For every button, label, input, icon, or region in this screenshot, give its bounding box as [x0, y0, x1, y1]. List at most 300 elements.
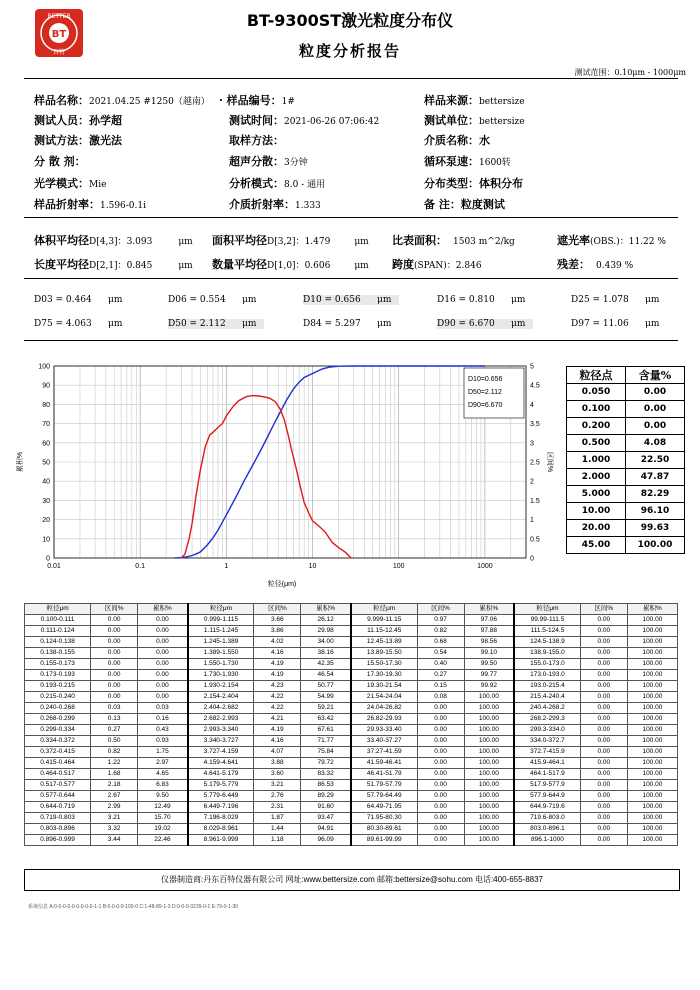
table-cell: 0.00 [417, 791, 464, 802]
table-cell: 0.00 [417, 769, 464, 780]
table-cell: 4.641-5.179 [188, 769, 254, 780]
table-cell: 3.340-3.727 [188, 736, 254, 747]
table-cell: 100.00 [464, 791, 514, 802]
table-cell: 1.44 [254, 824, 301, 835]
y-tick-label-right: 3.5 [530, 421, 540, 429]
table-cell: 0.00 [417, 824, 464, 835]
y-tick-label-left: 80 [42, 401, 50, 409]
table-cell: 71.77 [301, 736, 351, 747]
table-cell: 0.00 [91, 670, 138, 681]
table-cell: 0.00 [417, 835, 464, 846]
column-header: 粒径μm [351, 604, 417, 615]
table-cell: 99.99-111.5 [514, 615, 580, 626]
divider [24, 78, 678, 79]
table-cell: 2.993-3.340 [188, 725, 254, 736]
table-row [25, 670, 678, 681]
table-cell: 0.00 [580, 813, 627, 824]
table-cell: 1.550-1.730 [188, 659, 254, 670]
y-tick-label-left: 30 [42, 497, 50, 505]
table-cell: 2.18 [91, 780, 138, 791]
table-cell: 0.00 [417, 758, 464, 769]
table-cell: 0.00 [580, 769, 627, 780]
table-cell: 1.245-1.389 [188, 637, 254, 648]
table-cell: 46.54 [301, 670, 351, 681]
table-row [25, 824, 678, 835]
table-cell: 4.22 [254, 692, 301, 703]
table-cell: 0.40 [417, 659, 464, 670]
table-row [25, 692, 678, 703]
table-cell: 42.35 [301, 659, 351, 670]
table-row [25, 791, 678, 802]
table-cell: 4.23 [254, 681, 301, 692]
table-cell: 100.00 [627, 648, 677, 659]
y-tick-label-left: 100 [38, 363, 50, 371]
table-cell: 93.47 [301, 813, 351, 824]
table-cell: 26.12 [301, 615, 351, 626]
span: 跨度(SPAN)：2.846 [392, 258, 482, 271]
table-cell: 50.77 [301, 681, 351, 692]
table-cell: 0.050 [567, 384, 626, 401]
number-mean-diameter: 数量平均径D[1,0]：0.606 μm [212, 258, 369, 271]
table-row [25, 637, 678, 648]
table-cell: 11.15-12.45 [351, 626, 417, 637]
test-method: 测试方法：激光法 [34, 134, 122, 147]
table-cell: 29.98 [301, 626, 351, 637]
table-row [25, 758, 678, 769]
table-cell: 100.00 [464, 725, 514, 736]
table-cell: 4.22 [254, 703, 301, 714]
table-cell: 0.00 [91, 681, 138, 692]
table-cell: 0.372-0.415 [25, 747, 91, 758]
d-value: D16 = 0.810 μm [437, 295, 526, 305]
table-cell: 3.727-4.159 [188, 747, 254, 758]
logo-mid-text: BT [51, 29, 67, 40]
table-cell: 0.00 [417, 725, 464, 736]
y-tick-label-left: 70 [42, 421, 50, 429]
table-row [567, 520, 685, 537]
table-cell: 0.00 [580, 703, 627, 714]
y-tick-label-right: 4 [530, 401, 534, 409]
tester: 测试人员：孙学超 [34, 114, 122, 127]
table-cell: 0.82 [91, 747, 138, 758]
table-cell: 100.00 [627, 725, 677, 736]
table-cell: 4.65 [138, 769, 188, 780]
table-cell: 0.00 [580, 747, 627, 758]
table-cell: 15.70 [138, 813, 188, 824]
table-cell: 4.19 [254, 725, 301, 736]
table-cell: 26.82-29.93 [351, 714, 417, 725]
table-cell: 33.40-37.27 [351, 736, 417, 747]
y-tick-label-right: 0.5 [530, 536, 540, 544]
column-header: 区间% [417, 604, 464, 615]
table-cell: 0.00 [91, 637, 138, 648]
table-cell: 0.517-0.577 [25, 780, 91, 791]
table-cell: 0.00 [417, 747, 464, 758]
table-cell: 334.0-372.7 [514, 736, 580, 747]
table-cell: 34.00 [301, 637, 351, 648]
table-cell: 4.07 [254, 747, 301, 758]
table-cell: 100.00 [464, 714, 514, 725]
table-cell: 100.00 [464, 747, 514, 758]
table-cell: 24.04-26.82 [351, 703, 417, 714]
table-cell: 100.00 [627, 736, 677, 747]
table-cell: 0.00 [417, 802, 464, 813]
table-cell: 644.9-719.6 [514, 802, 580, 813]
table-cell: 0.00 [580, 835, 627, 846]
table-cell: 99.63 [626, 520, 685, 537]
y-tick-label-left: 20 [42, 517, 50, 525]
table-cell: 0.00 [580, 670, 627, 681]
table-cell: 100.00 [464, 824, 514, 835]
table-cell: 99.92 [464, 681, 514, 692]
table-cell: 2.99 [91, 802, 138, 813]
table-row [25, 835, 678, 846]
y-tick-label-left: 60 [42, 440, 50, 448]
table-cell: 89.61-99.99 [351, 835, 417, 846]
table-cell: 0.03 [138, 703, 188, 714]
d-value: D50 = 2.112 μm [168, 319, 264, 329]
table-cell: 4.16 [254, 736, 301, 747]
table-cell: 0.100 [567, 401, 626, 418]
volume-mean-diameter: 体积平均径D[4,3]：3.093 μm [34, 234, 193, 247]
table-cell: 8.961-9.999 [188, 835, 254, 846]
table-cell: 97.88 [464, 626, 514, 637]
divider [24, 217, 678, 218]
y-tick-label-right: 2 [530, 478, 534, 486]
table-cell: 4.16 [254, 648, 301, 659]
analysis-mode: 分析模式：8.0 - 通用 [229, 177, 326, 190]
table-cell: 1.730-1.930 [188, 670, 254, 681]
column-header: 含量% [626, 367, 685, 384]
table-cell: 1.75 [138, 747, 188, 758]
table-cell: 86.53 [301, 780, 351, 791]
table-cell: 719.6-803.0 [514, 813, 580, 824]
table-cell: 0.200 [567, 418, 626, 435]
table-cell: 6.83 [138, 780, 188, 791]
table-cell: 100.00 [464, 802, 514, 813]
table-cell: 0.00 [580, 637, 627, 648]
table-cell: 2.97 [138, 758, 188, 769]
d-value: D84 = 5.297 μm [303, 319, 392, 329]
table-cell: 54.99 [301, 692, 351, 703]
table-cell: 0.82 [417, 626, 464, 637]
table-cell: 12.49 [138, 802, 188, 813]
table-cell: 4.08 [626, 435, 685, 452]
table-cell: 4.159-4.641 [188, 758, 254, 769]
table-row [567, 486, 685, 503]
column-header: 粒径μm [514, 604, 580, 615]
table-cell: 9.50 [138, 791, 188, 802]
table-cell: 15.50-17.30 [351, 659, 417, 670]
table-cell: 0.00 [91, 692, 138, 703]
table-row [567, 401, 685, 418]
table-cell: 372.7-415.9 [514, 747, 580, 758]
table-cell: 0.68 [417, 637, 464, 648]
table-cell: 100.00 [627, 714, 677, 725]
table-cell: 100.00 [464, 835, 514, 846]
column-header: 累积% [464, 604, 514, 615]
table-cell: 4.21 [254, 714, 301, 725]
table-cell: 2.000 [567, 469, 626, 486]
table-cell: 0.03 [91, 703, 138, 714]
table-cell: 5.779-6.449 [188, 791, 254, 802]
table-cell: 100.00 [627, 703, 677, 714]
column-header: 区间% [91, 604, 138, 615]
table-cell: 0.268-0.299 [25, 714, 91, 725]
d-value: D75 = 4.063 μm [34, 319, 123, 329]
length-mean-diameter: 长度平均径D[2,1]：0.845 μm [34, 258, 193, 271]
table-cell: 0.00 [417, 813, 464, 824]
table-cell: 0.00 [138, 670, 188, 681]
table-cell: 0.00 [417, 780, 464, 791]
column-header: 累积% [138, 604, 188, 615]
d-value: D97 = 11.06 μm [571, 319, 660, 329]
report-title: BT-9300ST激光粒度分布仪 [246, 11, 454, 30]
table-row [567, 452, 685, 469]
table-cell: 100.00 [626, 537, 685, 554]
table-cell: 64.49-71.95 [351, 802, 417, 813]
remark: 备 注：粒度测试 [424, 198, 505, 211]
table-cell: 100.00 [627, 659, 677, 670]
table-cell: 0.00 [138, 637, 188, 648]
sample-no: · 样品编号：1# [219, 94, 295, 107]
y-tick-label-left: 10 [42, 536, 50, 544]
table-cell: 0.00 [417, 703, 464, 714]
table-cell: 20.00 [567, 520, 626, 537]
d-value: D06 = 0.554 μm [168, 295, 257, 305]
table-row [25, 615, 678, 626]
test-range: 测试范围：0.10μm - 1000μm [574, 68, 686, 77]
table-cell: 100.00 [627, 813, 677, 824]
table-cell: 0.500 [567, 435, 626, 452]
table-cell: 99.77 [464, 670, 514, 681]
y-tick-label-right: 4.5 [530, 382, 540, 390]
table-cell: 59.21 [301, 703, 351, 714]
table-cell: 1.68 [91, 769, 138, 780]
d-value: D10 = 0.656 μm [303, 295, 399, 305]
table-cell: 1.389-1.550 [188, 648, 254, 659]
table-cell: 0.415-0.464 [25, 758, 91, 769]
specific-surface-area: 比表面积： 1503 m^2/kg [392, 234, 515, 247]
table-cell: 100.00 [627, 802, 677, 813]
d-value: D03 = 0.464 μm [34, 295, 123, 305]
table-cell: 0.00 [91, 626, 138, 637]
table-cell: 100.00 [464, 813, 514, 824]
table-cell: 464.1-517.9 [514, 769, 580, 780]
table-row [567, 384, 685, 401]
table-cell: 111.5-124.5 [514, 626, 580, 637]
table-cell: 100.00 [464, 780, 514, 791]
table-cell: 17.30-19.30 [351, 670, 417, 681]
table-cell: 1.18 [254, 835, 301, 846]
table-cell: 4.19 [254, 670, 301, 681]
table-cell: 0.577-0.644 [25, 791, 91, 802]
report-subtitle: 粒度分析报告 [298, 42, 401, 60]
table-cell: 57.79-64.49 [351, 791, 417, 802]
table-cell: 10.00 [567, 503, 626, 520]
table-cell: 896.1-1000 [514, 835, 580, 846]
x-tick-label: 1000 [477, 563, 493, 570]
table-cell: 89.29 [301, 791, 351, 802]
table-cell: 100.00 [464, 758, 514, 769]
table-cell: 19.02 [138, 824, 188, 835]
table-cell: 0.00 [580, 780, 627, 791]
table-cell: 38.16 [301, 648, 351, 659]
table-cell: 96.10 [626, 503, 685, 520]
distribution-type: 分布类型：体积分布 [424, 177, 523, 190]
dispersant: 分 散 剂： [34, 155, 86, 168]
table-cell: 299.3-334.0 [514, 725, 580, 736]
sample-refractive-index: 样品折射率：1.596-0.1i [34, 198, 146, 211]
table-cell: 2.154-2.404 [188, 692, 254, 703]
table-cell: 3.86 [254, 626, 301, 637]
table-row [25, 681, 678, 692]
table-cell: 3.60 [254, 769, 301, 780]
table-cell: 29.93-33.40 [351, 725, 417, 736]
table-cell: 173.0-193.0 [514, 670, 580, 681]
ultrasonic: 超声分散：3分钟 [229, 155, 308, 168]
table-cell: 100.00 [627, 615, 677, 626]
table-cell: 0.15 [417, 681, 464, 692]
optical-mode: 光学模式：Mie [34, 177, 107, 190]
table-cell: 7.196-8.029 [188, 813, 254, 824]
table-cell: 3.66 [254, 615, 301, 626]
table-cell: 100.00 [627, 780, 677, 791]
table-row [567, 469, 685, 486]
table-cell: 0.240-0.268 [25, 703, 91, 714]
table-cell: 0.13 [91, 714, 138, 725]
table-row [25, 725, 678, 736]
table-cell: 0.00 [417, 736, 464, 747]
table-cell: 1.87 [254, 813, 301, 824]
table-cell: 37.27-41.59 [351, 747, 417, 758]
table-row [567, 435, 685, 452]
table-cell: 100.00 [627, 769, 677, 780]
table-cell: 5.179-5.779 [188, 780, 254, 791]
table-cell: 1.000 [567, 452, 626, 469]
y-axis-label-left: 累积% [17, 451, 24, 473]
y-tick-label-right: 1.5 [530, 497, 540, 505]
table-row [25, 780, 678, 791]
table-row [25, 802, 678, 813]
x-tick-label: 100 [392, 563, 405, 570]
table-cell: 100.00 [627, 626, 677, 637]
y-tick-label-right: 0 [530, 555, 534, 563]
table-row [567, 537, 685, 554]
y-tick-label-right: 2.5 [530, 459, 540, 467]
table-cell: 0.803-0.896 [25, 824, 91, 835]
y-tick-label-right: 3 [530, 440, 534, 448]
table-cell: 63.42 [301, 714, 351, 725]
size-content-table [566, 366, 685, 554]
table-cell: 0.00 [580, 681, 627, 692]
table-cell: 0.00 [91, 615, 138, 626]
table-cell: 97.06 [464, 615, 514, 626]
table-cell: 22.46 [138, 835, 188, 846]
table-cell: 100.00 [627, 637, 677, 648]
manufacturer-footer: 仪器制造商:丹东百特仪器有限公司 网址:www.bettersize.com 邮箱:bettersize@sohu.com 电话:400-655-8837 [24, 869, 680, 891]
table-cell: 0.719-0.803 [25, 813, 91, 824]
table-cell: 71.95-80.30 [351, 813, 417, 824]
table-cell: 100.00 [627, 747, 677, 758]
legend-entry: D50=2.112 [468, 389, 502, 396]
table-cell: 415.9-464.1 [514, 758, 580, 769]
table-cell: 3.44 [91, 835, 138, 846]
medium-name: 介质名称：水 [424, 134, 490, 147]
table-cell: 96.09 [301, 835, 351, 846]
table-cell: 94.91 [301, 824, 351, 835]
x-tick-label: 1 [224, 563, 229, 570]
pump-speed: 循环泵速：1600转 [424, 155, 511, 168]
column-header: 累积% [627, 604, 677, 615]
table-cell: 100.00 [627, 670, 677, 681]
table-cell: 0.00 [580, 659, 627, 670]
table-cell: 0.896-0.999 [25, 835, 91, 846]
table-cell: 0.464-0.517 [25, 769, 91, 780]
table-cell: 4.19 [254, 659, 301, 670]
distribution-table [24, 603, 678, 846]
table-cell: 0.00 [138, 692, 188, 703]
interval-curve [181, 396, 351, 558]
table-row [25, 714, 678, 725]
table-cell: 98.56 [464, 637, 514, 648]
table-cell: 6.449-7.196 [188, 802, 254, 813]
table-cell: 99.10 [464, 648, 514, 659]
y-tick-label-left: 50 [42, 459, 50, 467]
table-cell: 1.930-2.154 [188, 681, 254, 692]
y-tick-label-left: 90 [42, 382, 50, 390]
table-row [567, 418, 685, 435]
table-cell: 0.00 [580, 736, 627, 747]
medium-refractive-index: 介质折射率：1.333 [229, 198, 321, 211]
table-cell: 0.00 [580, 725, 627, 736]
table-cell: 0.00 [580, 791, 627, 802]
test-unit: 测试单位：bettersize [424, 114, 525, 127]
table-cell: 67.61 [301, 725, 351, 736]
table-cell: 0.50 [91, 736, 138, 747]
column-header: 累积% [301, 604, 351, 615]
table-cell: 100.00 [627, 681, 677, 692]
table-cell: 215.4-240.4 [514, 692, 580, 703]
table-cell: 1.115-1.245 [188, 626, 254, 637]
table-cell: 3.21 [91, 813, 138, 824]
table-cell: 0.138-0.155 [25, 648, 91, 659]
table-cell: 0.00 [580, 648, 627, 659]
area-mean-diameter: 面积平均径D[3,2]：1.479 μm [212, 234, 369, 247]
table-cell: 240.4-268.2 [514, 703, 580, 714]
table-cell: 0.00 [580, 615, 627, 626]
table-cell: 3.88 [254, 758, 301, 769]
table-cell: 2.67 [91, 791, 138, 802]
table-row [25, 648, 678, 659]
table-row [567, 503, 685, 520]
column-header: 粒径点 [567, 367, 626, 384]
table-cell: 100.00 [627, 791, 677, 802]
table-cell: 0.124-0.138 [25, 637, 91, 648]
column-header: 粒径μm [188, 604, 254, 615]
x-tick-label: 0.1 [135, 563, 146, 570]
y-axis-label-right: 区间% [546, 451, 553, 473]
residual: 残差： 0.439 % [557, 258, 634, 271]
table-cell: 100.00 [464, 769, 514, 780]
table-cell: 2.404-2.682 [188, 703, 254, 714]
table-cell: 0.00 [138, 659, 188, 670]
table-cell: 0.00 [580, 626, 627, 637]
table-cell: 138.9-155.0 [514, 648, 580, 659]
y-tick-label-left: 40 [42, 478, 50, 486]
table-cell: 51.79-57.79 [351, 780, 417, 791]
sampling-method: 取样方法： [229, 134, 284, 147]
